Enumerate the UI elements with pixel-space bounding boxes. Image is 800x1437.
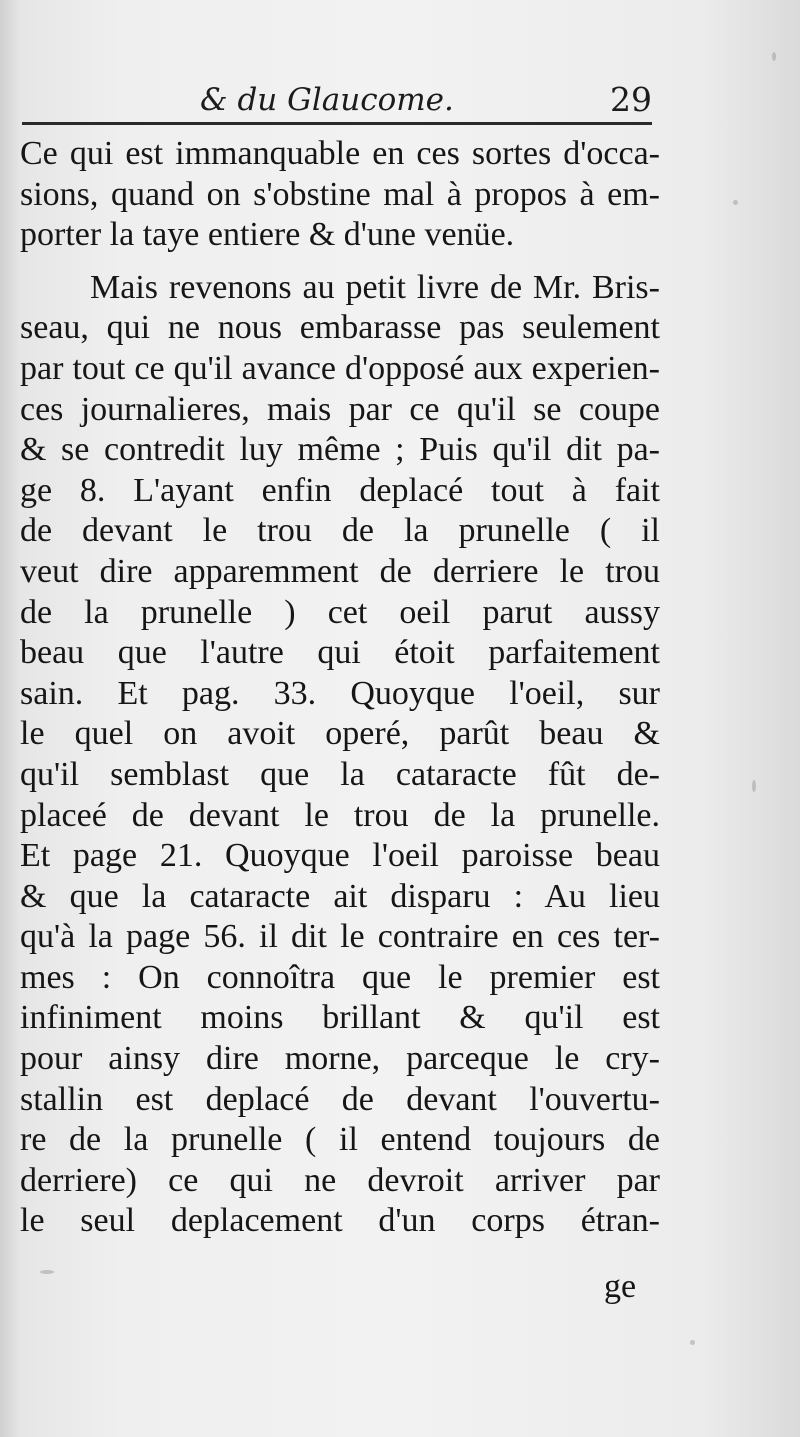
text-line: Et page 21. Quoyque l'oeil paroisse beau: [20, 837, 660, 875]
text-line: veut dire apparemment de derriere le trou: [20, 552, 660, 590]
text-line: placeé de devant le trou de la prunelle.: [20, 796, 660, 834]
text-line: Ce qui est immanquable en ces sortes d'occa-: [20, 135, 660, 172]
text-line: de la prunelle ) cet oeil parut aussy: [20, 593, 660, 631]
text-line: & que la cataracte ait disparu : Au lieu: [20, 877, 660, 915]
text-line: & se contredit luy même ; Puis qu'il dit pa-: [20, 431, 660, 469]
text-line: mes : On connoîtra que le premier est: [20, 958, 660, 996]
text-line: Mais revenons au petit livre de Mr. Bris-: [90, 268, 660, 306]
text-line: re de la prunelle ( il entend toujours de: [20, 1121, 660, 1159]
text-line: de devant le trou de la prunelle ( il: [20, 512, 660, 550]
text-line: ge 8. L'ayant enfin deplacé tout à fait: [20, 471, 660, 509]
text-line: stallin est deplacé de devant l'ouvertu-: [20, 1080, 660, 1118]
body-text: [20, 134, 660, 1242]
text-line: pour ainsy dire morne, parceque le cry-: [20, 1040, 660, 1078]
paragraph-gap: [20, 256, 660, 268]
text-line: sions, quand on s'obstine mal à propos à em-: [20, 175, 660, 213]
running-title: & du Glaucome.: [200, 82, 454, 118]
paper-speck: [772, 52, 776, 61]
running-head: [0, 78, 800, 128]
text-line: porter la taye entiere & d'une venüe.: [20, 216, 515, 254]
paper-speck: [752, 780, 756, 792]
text-line: sain. Et pag. 33. Quoyque l'oeil, sur: [20, 674, 660, 712]
text-line: qu'à la page 56. il dit le contraire en ces ter-: [20, 918, 660, 956]
header-rule: [22, 122, 652, 125]
page-number: 29: [610, 80, 652, 119]
text-line: le quel on avoit operé, parût beau &: [20, 715, 660, 753]
text-line: infiniment moins brillant & qu'il est: [20, 999, 660, 1037]
text-line: par tout ce qu'il avance d'opposé aux experien-: [20, 349, 660, 387]
paper-speck: [40, 1270, 54, 1274]
text-line: derriere) ce qui ne devroit arriver par: [20, 1161, 660, 1199]
text-line: qu'il semblast que la cataracte fût de-: [20, 755, 660, 793]
paper-speck: [690, 1340, 695, 1345]
text-line: seau, qui ne nous embarasse pas seulement: [20, 309, 660, 347]
paper-speck: [733, 200, 738, 205]
text-line: le seul deplacement d'un corps étran-: [20, 1202, 660, 1240]
text-line: ces journalieres, mais par ce qu'il se coupe: [20, 390, 660, 428]
catchword: ge: [604, 1268, 637, 1305]
text-line: beau que l'autre qui étoit parfaitement: [20, 634, 660, 672]
